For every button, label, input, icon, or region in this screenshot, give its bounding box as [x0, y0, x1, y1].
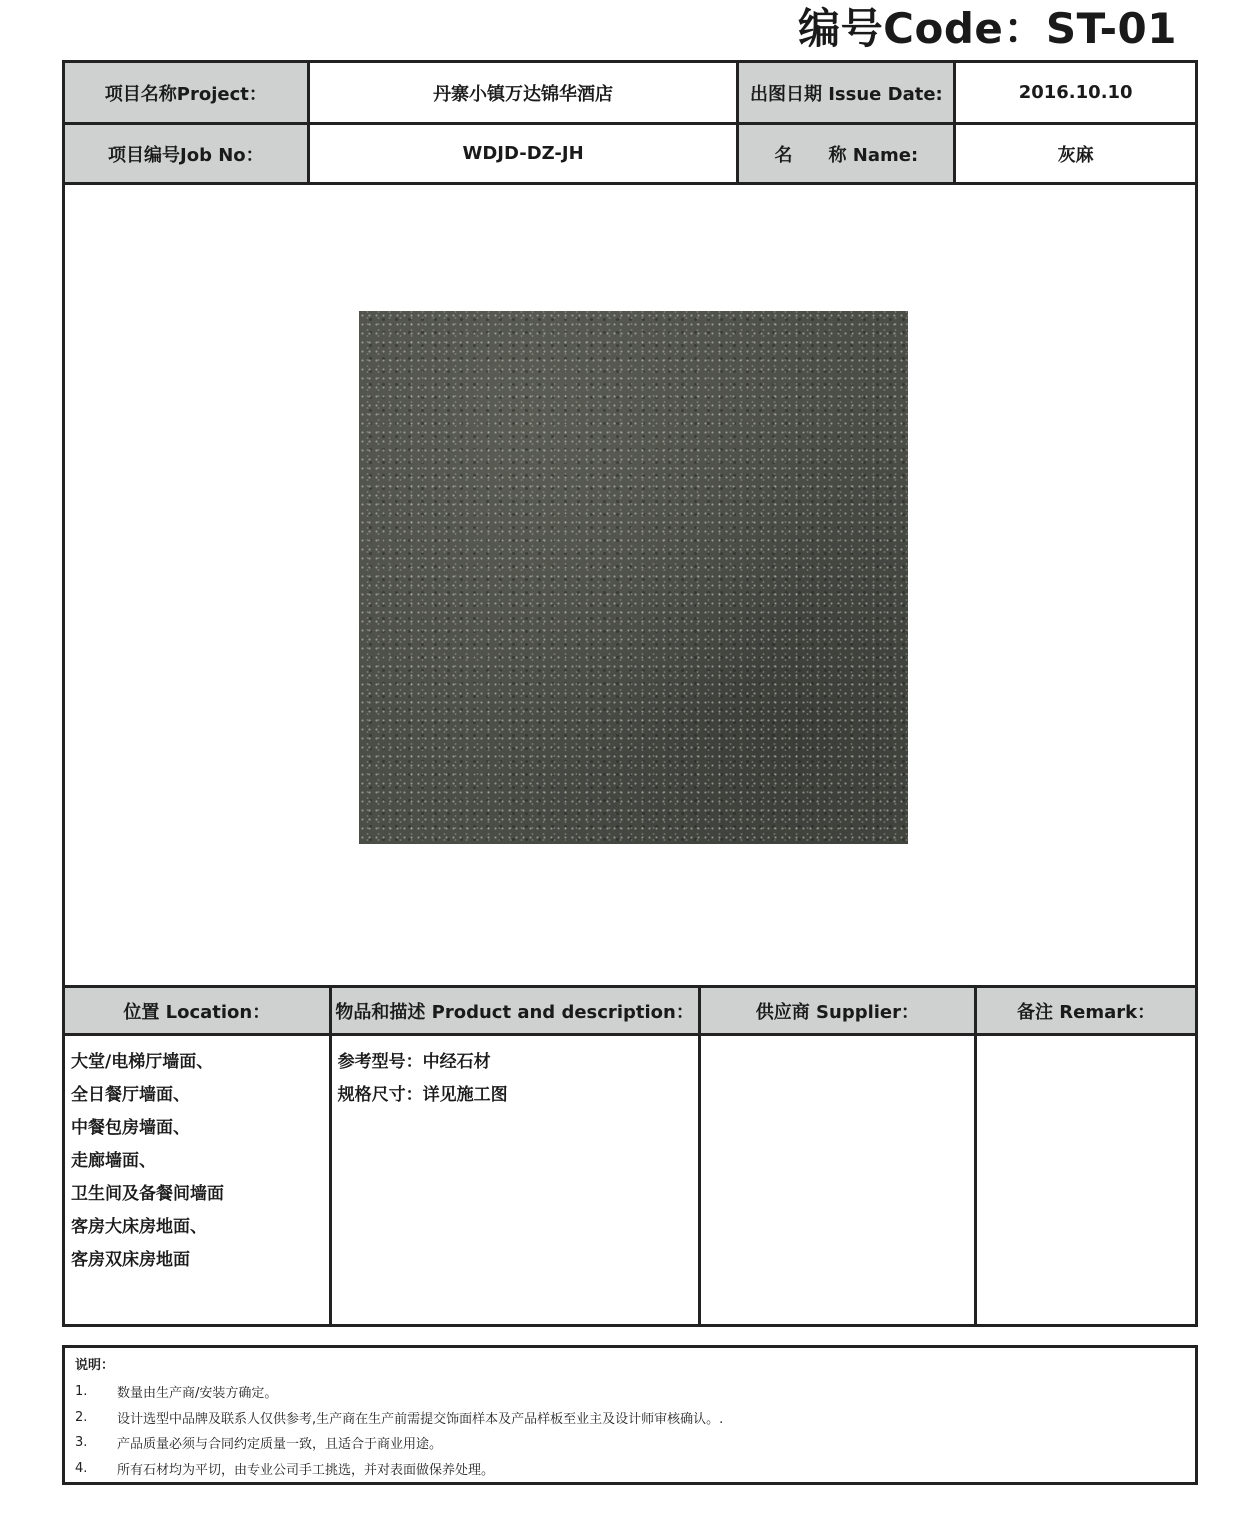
- location-item: 客房大床房地面、: [71, 1217, 207, 1237]
- supplier-value: [701, 1036, 978, 1324]
- details-header-row: [65, 988, 1195, 1036]
- project-value: 丹寨小镇万达锦华酒店: [310, 63, 740, 122]
- remark-value: [977, 1036, 1195, 1324]
- note-text: 产品质量必须与合同约定质量一致，且适合于商业用途。: [117, 1437, 443, 1453]
- product-label: 物品和描述 Product and description：: [332, 988, 701, 1033]
- note-number: 3.: [75, 1435, 88, 1451]
- name-value: 灰麻: [1057, 144, 1094, 166]
- details-table: [65, 985, 1195, 1324]
- location-item: 走廊墙面、: [71, 1151, 156, 1171]
- notes-title: 说明：: [75, 1358, 115, 1373]
- location-item: 卫生间及备餐间墙面: [71, 1184, 224, 1204]
- note-item: [75, 1430, 1185, 1456]
- notes-box: [62, 1345, 1198, 1485]
- note-number: 1.: [75, 1384, 88, 1400]
- note-item: [75, 1456, 1185, 1482]
- product-line: 规格尺寸：详见施工图: [337, 1085, 508, 1105]
- issue-date-value: 2016.10.10: [1018, 82, 1133, 103]
- note-number: 4.: [75, 1460, 88, 1476]
- granite-sample-image: [359, 311, 908, 844]
- location-list: [65, 1036, 332, 1324]
- job-no-label: 项目编号Job No：: [65, 125, 310, 182]
- location-label: 位置 Location：: [65, 988, 332, 1033]
- location-item: 大堂/电梯厅墙面、: [71, 1052, 214, 1072]
- job-no-value: WDJD-DZ-JH: [310, 125, 740, 182]
- sample-image-area: [65, 185, 1195, 985]
- product-line: 参考型号：中经石材: [337, 1052, 491, 1072]
- material-sheet: [62, 60, 1198, 1327]
- document-code-title: 编号Code：ST-01: [798, 4, 1177, 53]
- note-text: 设计选型中品牌及联系人仅供参考,生产商在生产前需提交饰面样本及产品样板至业主及设计师审核确认。.: [117, 1411, 724, 1427]
- project-label: 项目名称Project：: [65, 63, 310, 122]
- header-row-2: [65, 125, 1195, 185]
- supplier-label: 供应商 Supplier：: [701, 988, 978, 1033]
- note-text: 数量由生产商/安装方确定。: [117, 1386, 278, 1402]
- note-item: [75, 1379, 1185, 1405]
- issue-date-label: 出图日期 Issue Date:: [739, 63, 956, 122]
- header-row-1: [65, 63, 1195, 125]
- name-label: 名 称 Name:: [739, 125, 956, 182]
- details-body-row: [65, 1036, 1195, 1324]
- product-description: [332, 1036, 701, 1324]
- location-item: 客房双床房地面: [71, 1250, 190, 1270]
- location-item: 中餐包房墙面、: [71, 1118, 190, 1138]
- note-text: 所有石材均为平切，由专业公司手工挑选，并对表面做保养处理。: [117, 1462, 495, 1478]
- location-item: 全日餐厅墙面、: [71, 1085, 190, 1105]
- note-item: [75, 1405, 1185, 1431]
- note-number: 2.: [75, 1409, 88, 1425]
- remark-label: 备注 Remark：: [977, 988, 1195, 1033]
